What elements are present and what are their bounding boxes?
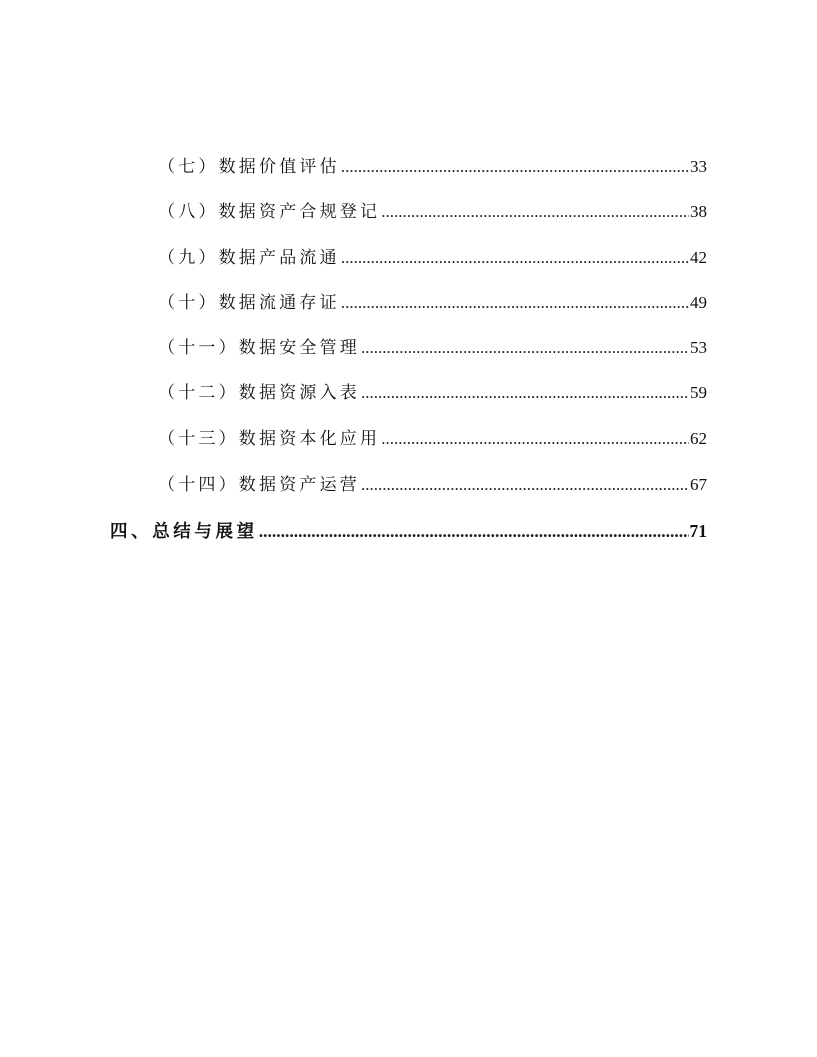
toc-entry-page-number: 62 <box>690 429 707 448</box>
toc-entry-title: （七）数据价值评估 <box>158 157 340 177</box>
dot-leader <box>259 516 689 546</box>
toc-entry-title: （十）数据流通存证 <box>158 293 340 313</box>
dot-leader <box>381 197 689 227</box>
toc-entry-title: 四、总结与展望 <box>110 522 258 542</box>
toc-entry-page-number: 49 <box>690 293 707 312</box>
toc-entry-9[interactable] <box>158 243 707 273</box>
toc-entry-page-number: 71 <box>689 521 707 541</box>
toc-entry-13[interactable] <box>158 424 707 454</box>
dot-leader <box>341 288 689 318</box>
toc-entry-title: （九）数据产品流通 <box>158 248 340 268</box>
dot-leader <box>381 424 689 454</box>
toc-entry-14[interactable] <box>158 470 707 500</box>
toc-entry-page-number: 59 <box>690 383 707 402</box>
dot-leader <box>361 378 689 408</box>
toc-entry-title: （十四）数据资产运营 <box>158 475 360 495</box>
toc-entry-title: （十三）数据资本化应用 <box>158 429 381 449</box>
toc-entry-8[interactable] <box>158 197 707 227</box>
toc-entry-page-number: 53 <box>690 338 707 357</box>
dot-leader <box>341 152 689 182</box>
toc-entry-10[interactable] <box>158 288 707 318</box>
toc-entry-title: （十二）数据资源入表 <box>158 383 360 403</box>
toc-entry-page-number: 38 <box>690 202 707 221</box>
toc-entry-page-number: 67 <box>690 475 707 494</box>
dot-leader <box>361 470 689 500</box>
toc-entry-11[interactable] <box>158 333 707 363</box>
dot-leader <box>361 333 689 363</box>
toc-entry-page-number: 33 <box>690 157 707 176</box>
toc-entry-title: （十一）数据安全管理 <box>158 338 360 358</box>
toc-entry-title: （八）数据资产合规登记 <box>158 202 381 222</box>
dot-leader <box>341 243 689 273</box>
toc-entry-page-number: 42 <box>690 248 707 267</box>
toc-entry-7[interactable] <box>158 152 707 182</box>
toc-entry-chapter-4[interactable] <box>110 516 707 546</box>
toc-entry-12[interactable] <box>158 378 707 408</box>
